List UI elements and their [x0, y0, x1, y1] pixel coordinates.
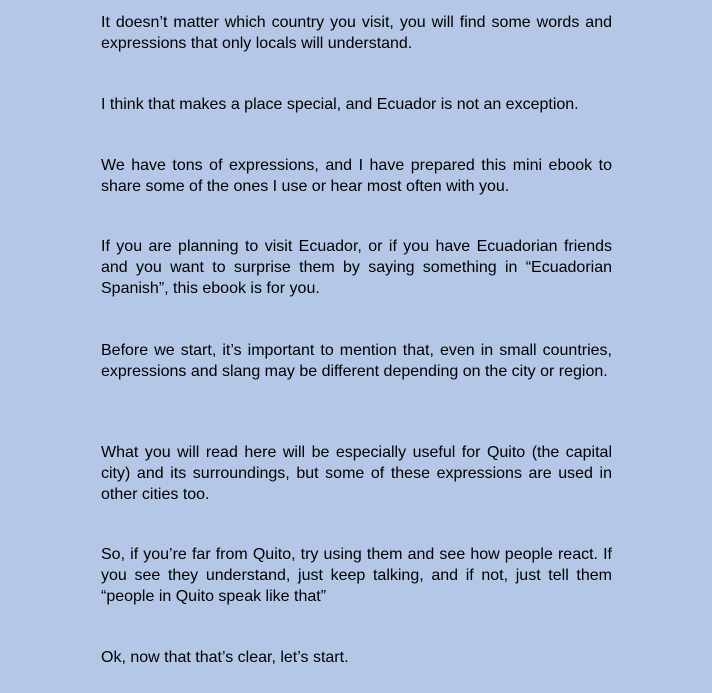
- paragraph-audience: If you are planning to visit Ecuador, or if you have Ecuadorian friends and you want to surprise them by saying something in “Ecuadorian Spanish”, this ebook is for you.: [101, 238, 612, 297]
- paragraph-intro: It doesn’t matter which country you visit, you will find some words and expressions that only locals will understand.: [101, 14, 612, 52]
- paragraph-quito: What you will read here will be especially useful for Quito (the capital city) and its surroundings, but some of these expressions are used in other cities too.: [101, 444, 612, 503]
- paragraph-advice: So, if you’re far from Quito, try using them and see how people react. If you see they understand, just keep talking, and if not, just tell them “people in Quito speak like that”: [101, 546, 612, 605]
- paragraph-special: I think that makes a place special, and Ecuador is not an exception.: [101, 96, 579, 113]
- paragraph-regional-note: Before we start, it’s important to mention that, even in small countries, expressions and slang may be different depending on the city or region.: [101, 342, 612, 380]
- paragraph-start: Ok, now that that’s clear, let’s start.: [101, 649, 349, 666]
- paragraph-ebook: We have tons of expressions, and I have prepared this mini ebook to share some of the ones I use or hear most often with you.: [101, 157, 612, 195]
